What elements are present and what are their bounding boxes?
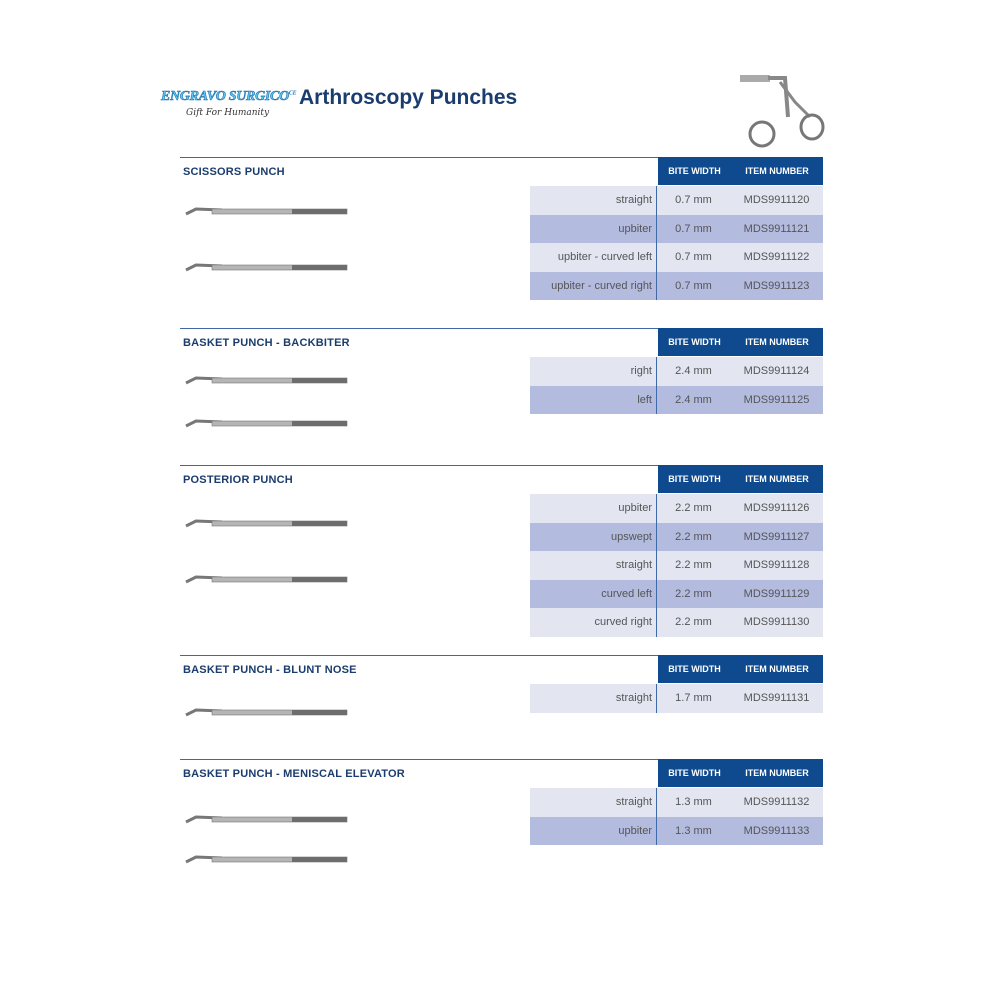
table-row — [530, 608, 823, 637]
table-row — [530, 580, 823, 609]
ce-mark: CE — [288, 90, 297, 97]
type-cell: upbiter — [530, 215, 657, 244]
section-title: POSTERIOR PUNCH — [183, 474, 293, 486]
item-number-header: ITEM NUMBER — [731, 465, 823, 493]
bite-width-cell: 2.2 mm — [675, 530, 712, 543]
type-cell: upbiter - curved right — [530, 272, 657, 301]
instrument-tip-image — [182, 256, 352, 280]
punch-handle-image — [740, 72, 830, 152]
bite-width-cell: 1.3 mm — [675, 796, 712, 808]
brand-logo — [161, 89, 296, 105]
item-number-header: ITEM NUMBER — [731, 328, 823, 356]
bite-width-cell: 1.7 mm — [675, 692, 712, 704]
item-number-cell: MDS9911129 — [743, 587, 810, 600]
product-table — [530, 357, 823, 414]
instrument-tip-image — [182, 568, 352, 592]
type-cell: left — [530, 386, 657, 415]
type-cell: curved left — [530, 580, 657, 609]
item-number-header: ITEM NUMBER — [731, 157, 823, 185]
bite-width-cell: 2.2 mm — [675, 559, 712, 572]
bite-width-cell: 0.7 mm — [675, 279, 712, 292]
item-number-cell: MDS9911128 — [743, 559, 810, 572]
bite-width-header: BITE WIDTH — [658, 655, 731, 683]
item-number-cell: MDS9911132 — [743, 796, 810, 808]
item-number-cell: MDS9911123 — [743, 279, 810, 292]
item-number-cell: MDS9911131 — [743, 692, 810, 704]
instrument-tip-image — [182, 808, 352, 832]
instrument-tip-image — [182, 848, 352, 872]
section-title: BASKET PUNCH - BACKBITER — [183, 337, 350, 349]
brand-tagline: Gift For Humanity — [186, 108, 270, 118]
item-number-cell: MDS9911122 — [743, 251, 810, 264]
type-cell: upbiter - curved left — [530, 243, 657, 272]
table-row — [530, 272, 823, 301]
bite-width-cell: 2.2 mm — [675, 616, 712, 629]
table-row — [530, 243, 823, 272]
item-number-cell: MDS9911120 — [743, 194, 810, 206]
item-number-header: ITEM NUMBER — [731, 759, 823, 787]
bite-width-header: BITE WIDTH — [658, 157, 731, 185]
instrument-tip-image — [182, 512, 352, 536]
type-cell: upswept — [530, 523, 657, 552]
type-cell: curved right — [530, 608, 657, 637]
bite-width-header: BITE WIDTH — [658, 328, 731, 356]
type-cell: straight — [530, 186, 657, 215]
instrument-tip-image — [182, 369, 352, 393]
item-number-header: ITEM NUMBER — [731, 655, 823, 683]
table-row — [530, 551, 823, 580]
table-row — [530, 684, 823, 713]
bite-width-header: BITE WIDTH — [658, 759, 731, 787]
type-cell: straight — [530, 684, 657, 713]
brand-name: ENGRAVO SURGICO — [161, 89, 289, 104]
type-cell: right — [530, 357, 657, 386]
product-table — [530, 186, 823, 300]
item-number-cell: MDS9911130 — [743, 616, 810, 629]
bite-width-cell: 2.4 mm — [675, 365, 712, 377]
table-row — [530, 494, 823, 523]
instrument-tip-image — [182, 200, 352, 224]
bite-width-cell: 2.4 mm — [675, 393, 712, 406]
bite-width-cell: 2.2 mm — [675, 502, 712, 514]
bite-width-cell: 2.2 mm — [675, 587, 712, 600]
type-cell: upbiter — [530, 494, 657, 523]
bite-width-cell: 1.3 mm — [675, 824, 712, 837]
bite-width-cell: 0.7 mm — [675, 222, 712, 235]
item-number-cell: MDS9911126 — [743, 502, 810, 514]
instrument-tip-image — [182, 412, 352, 436]
section-title: SCISSORS PUNCH — [183, 166, 285, 178]
item-number-cell: MDS9911125 — [743, 393, 810, 406]
product-table — [530, 494, 823, 637]
bite-width-cell: 0.7 mm — [675, 251, 712, 264]
table-row — [530, 186, 823, 215]
table-row — [530, 357, 823, 386]
page-title: Arthroscopy Punches — [299, 86, 518, 109]
item-number-cell: MDS9911133 — [743, 824, 810, 837]
table-row — [530, 817, 823, 846]
product-table — [530, 788, 823, 845]
bite-width-header: BITE WIDTH — [658, 465, 731, 493]
type-cell: straight — [530, 551, 657, 580]
product-table — [530, 684, 823, 713]
table-row — [530, 386, 823, 415]
type-cell: upbiter — [530, 817, 657, 846]
bite-width-cell: 0.7 mm — [675, 194, 712, 206]
type-cell: straight — [530, 788, 657, 817]
table-row — [530, 215, 823, 244]
item-number-cell: MDS9911124 — [743, 365, 810, 377]
table-row — [530, 523, 823, 552]
table-row — [530, 788, 823, 817]
item-number-cell: MDS9911121 — [743, 222, 810, 235]
section-title: BASKET PUNCH - MENISCAL ELEVATOR — [183, 768, 405, 780]
section-title: BASKET PUNCH - BLUNT NOSE — [183, 664, 357, 676]
item-number-cell: MDS9911127 — [743, 530, 810, 543]
instrument-tip-image — [182, 701, 352, 725]
